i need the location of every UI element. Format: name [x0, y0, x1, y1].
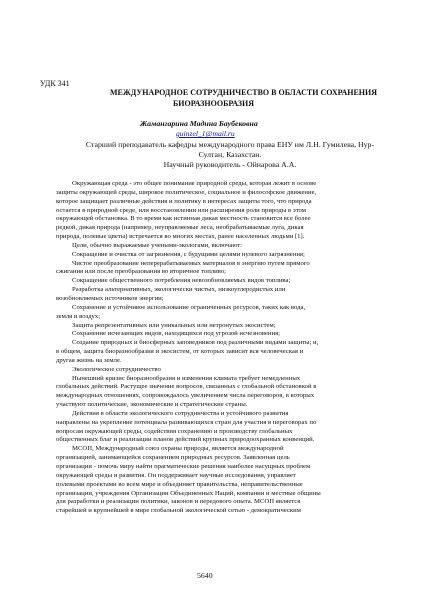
body-line: Цели, обычно выражаемые учеными-экологами, включают:	[72, 241, 243, 249]
body-line: Защита репрезентативных или уникальных или нетронутых экосистем;	[72, 321, 276, 329]
body-line: в общем, защита биоразнообразия и экосистем, от которых зависит вся человеческая и	[56, 348, 304, 356]
article-body	[56, 180, 376, 516]
body-line: защиты окружающей среды, широкое политическое, социальное и философское движение,	[56, 188, 317, 196]
body-line: редкой, дикая природа (например, неуправляемые леса, необрабатываемые луга, дикая	[56, 224, 304, 232]
body-line: организацией, занимающейся сохранением природных ресурсов. Заявленная цель	[56, 454, 290, 462]
body-line: Создание природных и биосферных заповедников под различными видами защиты; и,	[72, 339, 319, 347]
body-line: другая жизнь на земле.	[56, 356, 122, 364]
body-line: возобновляемых источников энергии;	[56, 294, 164, 302]
author-name: Жамангарина Мадина Баубековна	[140, 119, 258, 128]
body-line: старейшей и крупнейшей в мире глобальной экологической сетью - демократическим	[56, 507, 301, 515]
body-line: Чистое преобразование неперерабатываемых материалов в энергию путем прямого	[72, 259, 310, 267]
page-number: 5640	[197, 571, 213, 580]
title-line-1: МЕЖДУНАРОДНОЕ СОТРУДНИЧЕСТВО В ОБЛАСТИ СОХРАНЕНИЯ	[110, 88, 378, 97]
body-line: направлены на укрепление потенциала развивающихся стран для участия в переговорах по	[56, 418, 317, 426]
body-line: остается в природной среде, или восстановлении или расширения роли природы в этом	[56, 206, 306, 214]
body-line: земля и воздух;	[56, 312, 101, 320]
affiliation-line-1: Старший преподаватель кафедры международного права ЕНУ им Л.Н. Гумилева, Нур-	[85, 140, 375, 149]
body-line: организации, учреждения Организации Объединенных Наций, компании и местные общины	[56, 489, 321, 497]
body-line: Сохранение исчезающих видов, находящихся под угрозой исчезновения;	[72, 330, 281, 338]
body-line: международных отношениях, сопровождалось увеличением числа переговоров, в которых	[56, 392, 315, 400]
body-line: участвуют политические, экономические и стратегические страны.	[56, 401, 248, 409]
body-line: Сохранение и устойчивое использование ограниченных ресурсов, таких как вода,	[72, 303, 306, 311]
udk-code: УДК 341	[40, 79, 70, 88]
body-line: Разработка альтернативных, экологически чистых, низкоуглеродистых или	[72, 286, 286, 294]
body-line: сжигания или после преобразования во вторичное топливо;	[56, 268, 227, 276]
body-line: которое защищает различные действия и политику в интересах защиты того, что природа	[56, 197, 312, 205]
body-line: глобальных действий. Растущее значение вопросов, связанных с глобальной обстановкой в	[56, 383, 317, 391]
body-line: МСОП, Международный союз охраны природы, является международной	[72, 445, 284, 453]
body-line: вопросам окружающей среды, содействия сохранению и производству глобальных	[56, 427, 293, 435]
body-line: общественных благ и реализации планов действий крупных природоохранных конвенций.	[56, 436, 315, 444]
body-line: полевыми проектами во всем мире и объединяет правительства, неправительственные	[56, 480, 303, 488]
body-line: окружающей среды и развития. Он поддерживает научные исследования, управляет	[56, 471, 296, 479]
body-line: для разработки и реализации политики, законов и передового опыта. МСОП является	[56, 498, 301, 506]
body-line: Нынешний кризис биоразнообразия и изменения климата требует немедленных	[72, 374, 301, 382]
body-line: Окружающая среда - это общее понимание природной среды, которая лежит в основе	[72, 180, 317, 187]
body-line: окружающей обстановка. В то время как истинная дикая местность становится все более	[56, 215, 311, 223]
body-line: Экологическое сотрудничество	[72, 365, 161, 373]
body-line: Действия в области экологического сотрудничества и устойчивого развития	[72, 409, 289, 417]
body-line: природа, полевые цветы) встречается во многих местах, ранее населенных людьми [1].	[56, 233, 305, 241]
body-line: Сокращение и очистка от загрязнения, с будущими целями нулевого загрязнения;	[72, 250, 305, 258]
supervisor-line: Научный руководитель - Ойнарова А.А.	[163, 160, 297, 169]
body-line: Сокращение общественного потребления невозобновляемых видов топлива;	[72, 277, 291, 285]
title-line-2: БИОРАЗНООБРАЗИЯ	[173, 99, 255, 108]
author-email[interactable]: guinzel_1@mail.ru	[176, 129, 235, 138]
affiliation-line-2: Султан, Казахстан.	[198, 150, 262, 159]
body-line: организации - помочь миру найти прагматические решения наиболее насущных проблем	[56, 463, 311, 470]
